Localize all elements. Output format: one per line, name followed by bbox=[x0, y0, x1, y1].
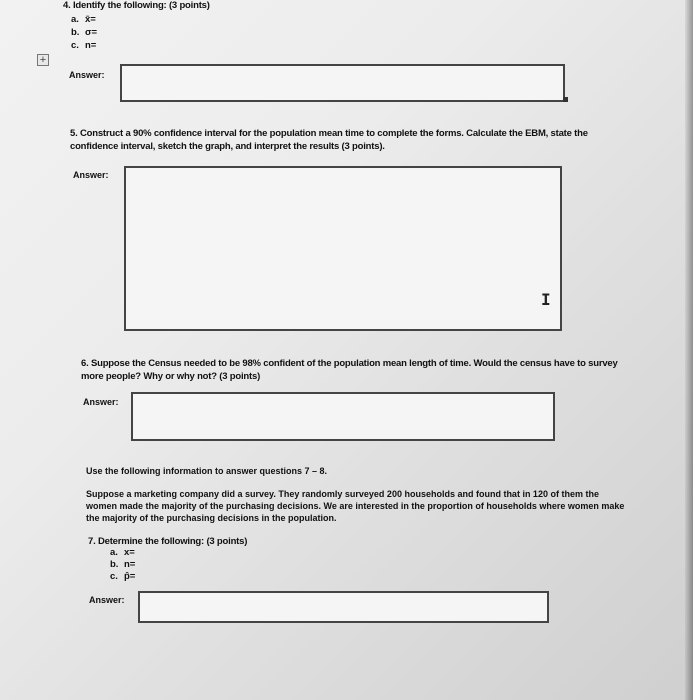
q7-option-a-letter: a. bbox=[110, 547, 118, 558]
plus-icon[interactable]: + bbox=[37, 54, 49, 66]
q4-option-b-text: σ= bbox=[85, 27, 98, 38]
q7-option-b bbox=[110, 559, 135, 571]
page-shadow bbox=[685, 0, 693, 700]
q5-answer-box[interactable] bbox=[124, 166, 562, 331]
q4-option-a bbox=[71, 14, 96, 26]
q7-answer-box[interactable] bbox=[138, 591, 549, 623]
q7-title: 7. Determine the following: (3 points) bbox=[88, 536, 248, 547]
info-line3: the majority of the purchasing decisions in the population. bbox=[86, 513, 337, 523]
q4-option-a-letter: a. bbox=[71, 14, 79, 25]
q5-line1: 5. Construct a 90% confidence interval for the population mean time to complete the forms. Calculate the EBM, state the bbox=[70, 128, 588, 139]
q7-option-b-text: n= bbox=[124, 559, 136, 570]
q4-answer-label: Answer: bbox=[69, 70, 105, 80]
q6-answer-box[interactable] bbox=[131, 392, 555, 441]
q5-line2: confidence interval, sketch the graph, and interpret the results (3 points). bbox=[70, 141, 385, 152]
info-line1: Suppose a marketing company did a survey. They randomly surveyed 200 households and found that in 120 of them the bbox=[86, 489, 599, 499]
q7-option-c bbox=[110, 571, 135, 583]
info-heading: Use the following information to answer questions 7 – 8. bbox=[86, 466, 328, 476]
text-cursor-icon: I bbox=[541, 290, 551, 309]
q4-option-c bbox=[71, 40, 96, 52]
q6-line2: more people? Why or why not? (3 points) bbox=[81, 371, 261, 382]
q7-answer-label: Answer: bbox=[89, 595, 125, 605]
q5-answer-label: Answer: bbox=[73, 170, 109, 180]
q4-option-b bbox=[71, 27, 97, 39]
q7-option-c-letter: c. bbox=[110, 571, 118, 582]
q6-answer-label: Answer: bbox=[83, 397, 119, 407]
q4-option-c-letter: c. bbox=[71, 40, 79, 51]
q7-option-c-text: p̂= bbox=[124, 571, 136, 582]
q4-option-a-text: x̄= bbox=[85, 14, 96, 25]
q4-answer-box[interactable] bbox=[120, 64, 565, 102]
q6-line1: 6. Suppose the Census needed to be 98% confident of the population mean length of time. Would the census have to survey bbox=[81, 358, 618, 369]
q7-option-a-text: x= bbox=[124, 547, 135, 558]
q7-option-b-letter: b. bbox=[110, 559, 119, 570]
resize-handle-icon[interactable] bbox=[563, 97, 568, 102]
info-line2: women made the majority of the purchasing decisions. We are interested in the proportion of households where women make bbox=[86, 501, 625, 511]
q4-title: 4. Identify the following: (3 points) bbox=[63, 0, 210, 11]
q4-option-c-text: n= bbox=[85, 40, 97, 51]
q4-option-b-letter: b. bbox=[71, 27, 80, 38]
q7-option-a bbox=[110, 547, 135, 559]
